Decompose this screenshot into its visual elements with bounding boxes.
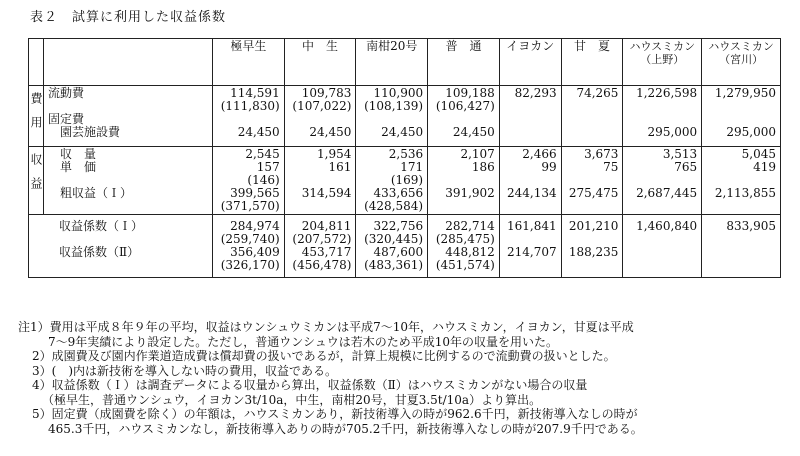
coef-cell-col7: 833,905	[702, 215, 781, 278]
revenue-cell-col2: 2,536 171 (169) 433,656 (428,584)	[356, 147, 428, 215]
coef-cell-col3: 282,714 (285,475) 448,812 (451,574)	[428, 215, 500, 278]
cost-cell-col4: 82,293	[499, 86, 561, 147]
col-header-iyokan: イヨカン	[499, 39, 561, 86]
row-label-ryudouhi: 流動費	[48, 86, 85, 100]
row-label-engei: 園芸施設費	[60, 125, 121, 139]
row-label-shuryo: 収 量	[60, 147, 97, 161]
col-header-nankan20: 南柑20号	[356, 39, 428, 86]
coef-cell-col1: 204,811 (207,572) 453,717 (456,478)	[284, 215, 356, 278]
note-1: 注1）費用は平成８年９年の平均，収益はウンシュウミカンは平成7～10年，ハウスミカン，イヨカン，甘夏は平成	[18, 320, 634, 334]
revenue-coefficient-table	[28, 38, 781, 278]
note-5: 5）固定費（成園費を除く）の年額は，ハウスミカンあり，新技術導入の時が962.6千円，新技術導入なしの時が	[32, 407, 638, 421]
table-title: 表２ 試算に利用した収益係数	[30, 10, 227, 25]
header-row	[29, 39, 781, 86]
revenue-cell-col4: 2,466 99 244,134	[499, 147, 561, 215]
note-2: 2）成園費及び園内作業道造成費は償却費の扱いであるが，計算上規模に比例するので流動費の扱いとした。	[32, 349, 616, 363]
row-label-tanka: 単 価	[60, 160, 97, 174]
coefficient-section-row	[29, 215, 781, 278]
revenue-row-labels	[44, 147, 213, 215]
coefficient-row-labels	[29, 215, 213, 278]
col-header-house-miyagawa: ハウスミカン （宮川）	[702, 39, 781, 86]
coef-cell-col4: 161,841 214,707	[499, 215, 561, 278]
row-label-soshueki: 粗収益（Ｉ）	[60, 186, 133, 200]
note-3: 3）( )内は新技術を導入しない時の費用，収益である。	[32, 363, 338, 378]
note-4: 4）収益係数（Ｉ）は調査データによる収量から算出，収益係数（Ⅱ）はハウスミカンがない場合の収量	[32, 378, 588, 392]
revenue-section-row	[29, 147, 781, 215]
row-label-keisu2-spacer	[33, 259, 208, 272]
col-header-gokuwase: 極早生	[213, 39, 285, 86]
revenue-cell-col3: 2,107 186 391,902	[428, 147, 500, 215]
cost-section-row	[29, 86, 781, 147]
cost-cell-col6: 1,226,598 295,000	[623, 86, 702, 147]
cost-cell-col2: 110,900 (108,139) 24,450	[356, 86, 428, 147]
col-header-nakate: 中 生	[284, 39, 356, 86]
row-label-keisu1: 収益係数（Ｉ）	[59, 219, 144, 233]
revenue-cell-col7: 5,045 419 2,113,855	[702, 147, 781, 215]
header-blank	[29, 39, 44, 86]
header-blank-label	[44, 39, 213, 86]
cost-cell-col3: 109,188 (106,427) 24,450	[428, 86, 500, 147]
col-header-futsu: 普 通	[428, 39, 500, 86]
note-1-cont: 7～9年実績により設定した。ただし，普通ウンシュウは若木のため平成10年の収量を用いた。	[48, 334, 559, 349]
col-header-house-ueno: ハウスミカン （上野）	[623, 39, 702, 86]
revenue-cell-col6: 3,513 765 2,687,445	[623, 147, 702, 215]
revenue-cell-col5: 3,673 75 275,475	[561, 147, 623, 215]
row-label-keisu2: 収益係数（Ⅱ）	[59, 245, 140, 259]
coef-cell-col2: 322,756 (320,445) 487,600 (483,361)	[356, 215, 428, 278]
coef-cell-col0: 284,974 (259,740) 356,409 (326,170)	[213, 215, 285, 278]
cost-cell-col1: 109,783 (107,022) 24,450	[284, 86, 356, 147]
coef-cell-col6: 1,460,840	[623, 215, 702, 278]
row-label-soshueki-spacer	[48, 200, 208, 213]
section-label-revenue: 収益	[29, 147, 44, 215]
cost-cell-col0: 114,591 (111,830) 24,450	[213, 86, 285, 147]
note-5-cont: 465.3千円，ハウスミカンなし，新技術導入ありの時が705.2千円，新技術導入なしの時が207.9千円である。	[48, 421, 643, 436]
row-label-koteihi: 固定費	[48, 112, 85, 126]
section-label-cost: 費用	[29, 86, 44, 147]
cost-cell-col5: 74,265	[561, 86, 623, 147]
note-4-cont: （極早生，普通ウンシュウ，イヨカン3t/10a，中生，南柑20号，甘夏3.5t/10a）より算出。	[42, 392, 542, 407]
revenue-cell-col1: 1,954 161 314,594	[284, 147, 356, 215]
revenue-cell-col0: 2,545 157 (146) 399,565 (371,570)	[213, 147, 285, 215]
cost-cell-col7: 1,279,950 295,000	[702, 86, 781, 147]
table-notes	[18, 320, 788, 436]
coef-cell-col5: 201,210 188,235	[561, 215, 623, 278]
col-header-amanatsu: 甘 夏	[561, 39, 623, 86]
cost-row-labels	[44, 86, 213, 147]
